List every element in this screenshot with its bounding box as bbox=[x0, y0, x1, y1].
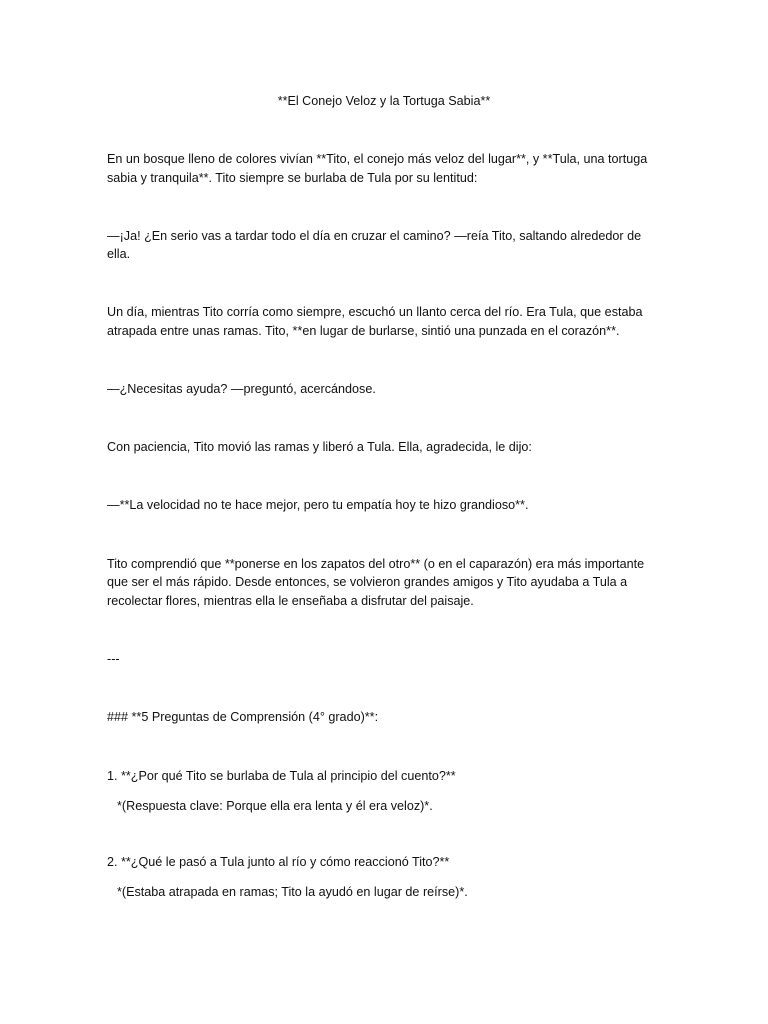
paragraph-7-line-1: Tito comprendió que **ponerse en los zapatos del otro** (o en el caparazón) era más importante bbox=[107, 557, 645, 571]
question-2: 2. **¿Qué le pasó a Tula junto al río y cómo reaccionó Tito?** bbox=[107, 855, 450, 869]
paragraph-7-line-3: recolectar flores, mientras ella le enseñaba a disfrutar del paisaje. bbox=[107, 594, 474, 608]
document-title: **El Conejo Veloz y la Tortuga Sabia** bbox=[277, 94, 491, 108]
paragraph-4-line-1: —¿Necesitas ayuda? —preguntó, acercándose. bbox=[107, 382, 376, 396]
paragraph-7-line-2: que ser el más rápido. Desde entonces, se volvieron grandes amigos y Tito ayudaba a Tula a bbox=[107, 575, 628, 589]
paragraph-6-line-1: —**La velocidad no te hace mejor, pero tu empatía hoy te hizo grandioso**. bbox=[107, 498, 529, 512]
paragraph-3-line-2: atrapada entre unas ramas. Tito, **en lugar de burlarse, sintió una punzada en el corazón**. bbox=[107, 324, 620, 338]
paragraph-1-line-1: En un bosque lleno de colores vivían **Tito, el conejo más veloz del lugar**, y **Tula, una tortuga bbox=[107, 152, 648, 166]
answer-2: *(Estaba atrapada en ramas; Tito la ayudó en lugar de reírse)*. bbox=[117, 885, 468, 899]
paragraph-2-line-1: —¡Ja! ¿En serio vas a tardar todo el día en cruzar el camino? —reía Tito, saltando alrededor de bbox=[107, 229, 642, 243]
paragraph-2-line-2: ella. bbox=[107, 247, 131, 261]
answer-1: *(Respuesta clave: Porque ella era lenta y él era veloz)*. bbox=[117, 799, 433, 813]
paragraph-1-line-2: sabia y tranquila**. Tito siempre se burlaba de Tula por su lentitud: bbox=[107, 171, 478, 185]
question-1: 1. **¿Por qué Tito se burlaba de Tula al principio del cuento?** bbox=[107, 769, 456, 783]
questions-heading: ### **5 Preguntas de Comprensión (4° grado)**: bbox=[107, 710, 379, 724]
paragraph-3-line-1: Un día, mientras Tito corría como siempre, escuchó un llanto cerca del río. Era Tula, que estaba bbox=[107, 305, 643, 319]
separator-line: --- bbox=[107, 652, 120, 666]
paragraph-5-line-1: Con paciencia, Tito movió las ramas y liberó a Tula. Ella, agradecida, le dijo: bbox=[107, 440, 532, 454]
